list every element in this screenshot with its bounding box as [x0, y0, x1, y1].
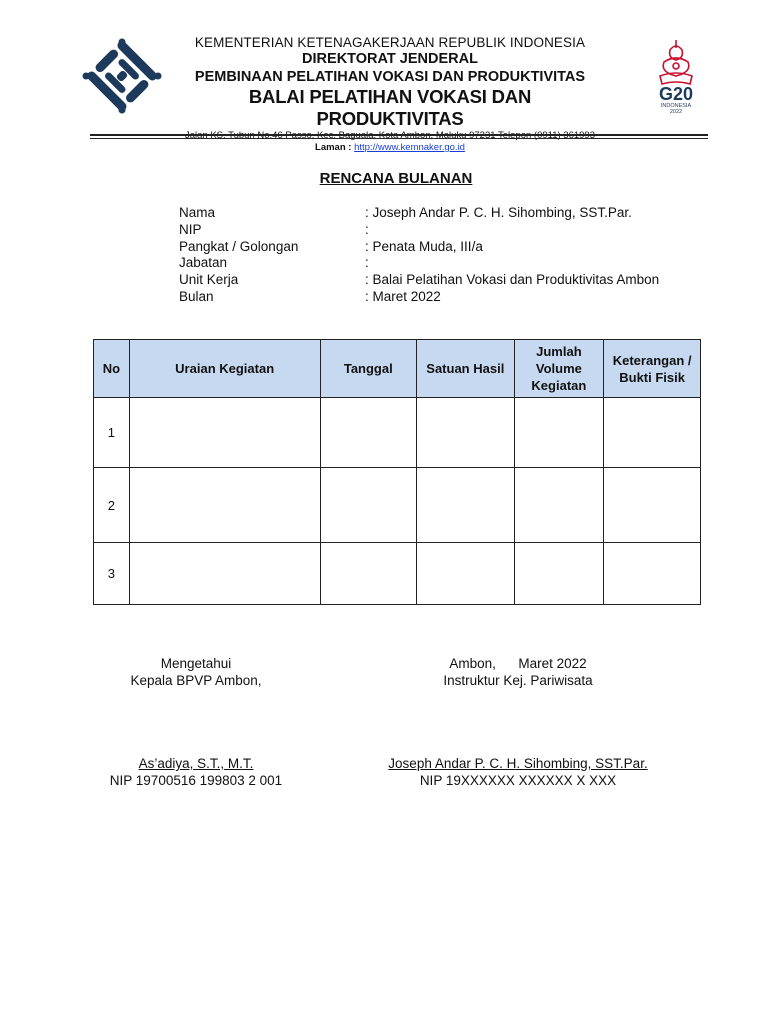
letterhead: [180, 34, 600, 154]
info-label: Jabatan: [179, 255, 228, 271]
sig-right-line2: Instruktur Kej. Pariwisata: [443, 673, 593, 688]
cell-jumlah: [514, 398, 604, 468]
cell-no: 1: [94, 398, 130, 468]
info-label: NIP: [179, 221, 202, 237]
g20-logo: [648, 36, 704, 116]
institution-address: Jalan KS. Tubun No.46 Passo, Kec. Baguala, Kota Ambon, Maluku 97231 Telepon (0911) 361993: [184, 130, 596, 141]
activity-table: [93, 339, 701, 605]
info-value: : Balai Pelatihan Vokasi dan Produktivitas Ambon: [365, 272, 660, 288]
header-uraian: Uraian Kegiatan: [129, 340, 320, 398]
website-line: [180, 142, 600, 154]
ministry-name: KEMENTERIAN KETENAGAKERJAAN REPUBLIK INDONESIA: [194, 35, 586, 50]
division-name: PEMBINAAN PELATIHAN VOKASI DAN PRODUKTIVITAS: [194, 69, 586, 85]
header-rule-thin: [90, 138, 708, 139]
info-label: Bulan: [179, 288, 214, 304]
table-row: [94, 543, 701, 605]
header-ket-line1: Keterangan /: [612, 352, 692, 368]
header-rule-thick: [90, 134, 708, 136]
cell-uraian: [129, 468, 320, 543]
signature-right-heading: [378, 655, 658, 689]
header-tanggal: Tanggal: [320, 340, 417, 398]
cell-no: 3: [94, 543, 130, 605]
cell-uraian: [129, 543, 320, 605]
institution-name: BALAI PELATIHAN VOKASI DAN PRODUKTIVITAS: [248, 86, 532, 129]
directorate-name: DIREKTORAT JENDERAL: [302, 51, 478, 67]
signature-left-name-block: [96, 755, 296, 789]
kemnaker-logo: [82, 38, 162, 114]
table-row: [94, 468, 701, 543]
info-value: :: [365, 255, 369, 271]
g20-country: INDONESIA: [660, 103, 692, 109]
header-jumlah-line3: Kegiatan: [531, 378, 587, 393]
cell-uraian: [129, 398, 320, 468]
info-value: : Joseph Andar P. C. H. Sihombing, SST.Par.: [365, 205, 632, 220]
sig-left-line2: Kepala BPVP Ambon,: [130, 673, 262, 688]
cell-keterangan: [604, 543, 701, 605]
header-jumlah-line2: Volume: [535, 361, 582, 376]
header-satuan: Satuan Hasil: [417, 340, 514, 398]
signature-right-name-block: [378, 755, 658, 789]
sig-left-nip: NIP 19700516 199803 2 001: [109, 773, 283, 788]
cell-satuan: [417, 468, 514, 543]
sig-right-name: Joseph Andar P. C. H. Sihombing, SST.Par.: [388, 756, 648, 771]
sig-left-name: As’adiya, S.T., M.T.: [138, 756, 254, 771]
sig-right-line1: Ambon, Maret 2022: [449, 656, 587, 671]
website-label: Laman :: [315, 142, 355, 153]
cell-tanggal: [320, 398, 417, 468]
info-label: Nama: [179, 205, 216, 220]
g20-year: 2022: [669, 109, 683, 115]
cell-keterangan: [604, 468, 701, 543]
sig-right-nip: NIP 19XXXXXX XXXXXX X XXX: [419, 773, 617, 788]
cell-no: 2: [94, 468, 130, 543]
header-keterangan: [604, 340, 701, 398]
table-row: [94, 398, 701, 468]
table-header-row: [94, 340, 701, 398]
header-jumlah: [514, 340, 604, 398]
cell-tanggal: [320, 543, 417, 605]
cell-tanggal: [320, 468, 417, 543]
info-value: : Maret 2022: [365, 288, 441, 304]
g20-text: G20: [658, 84, 694, 104]
info-label: Pangkat / Golongan: [179, 238, 299, 254]
cell-jumlah: [514, 543, 604, 605]
header-jumlah-line1: Jumlah: [536, 344, 582, 359]
cell-satuan: [417, 398, 514, 468]
document-title: RENCANA BULANAN: [319, 170, 473, 187]
info-value: :: [365, 221, 369, 237]
header-ket-line2: Bukti Fisik: [619, 369, 685, 385]
info-label: Unit Kerja: [179, 272, 239, 288]
cell-satuan: [417, 543, 514, 605]
signature-left-heading: [96, 655, 296, 689]
info-value: : Penata Muda, III/a: [365, 238, 483, 254]
header-no: No: [94, 340, 130, 398]
cell-keterangan: [604, 398, 701, 468]
sig-left-line1: Mengetahui: [160, 656, 232, 671]
website-link[interactable]: http://www.kemnaker.go.id: [354, 142, 465, 153]
cell-jumlah: [514, 468, 604, 543]
